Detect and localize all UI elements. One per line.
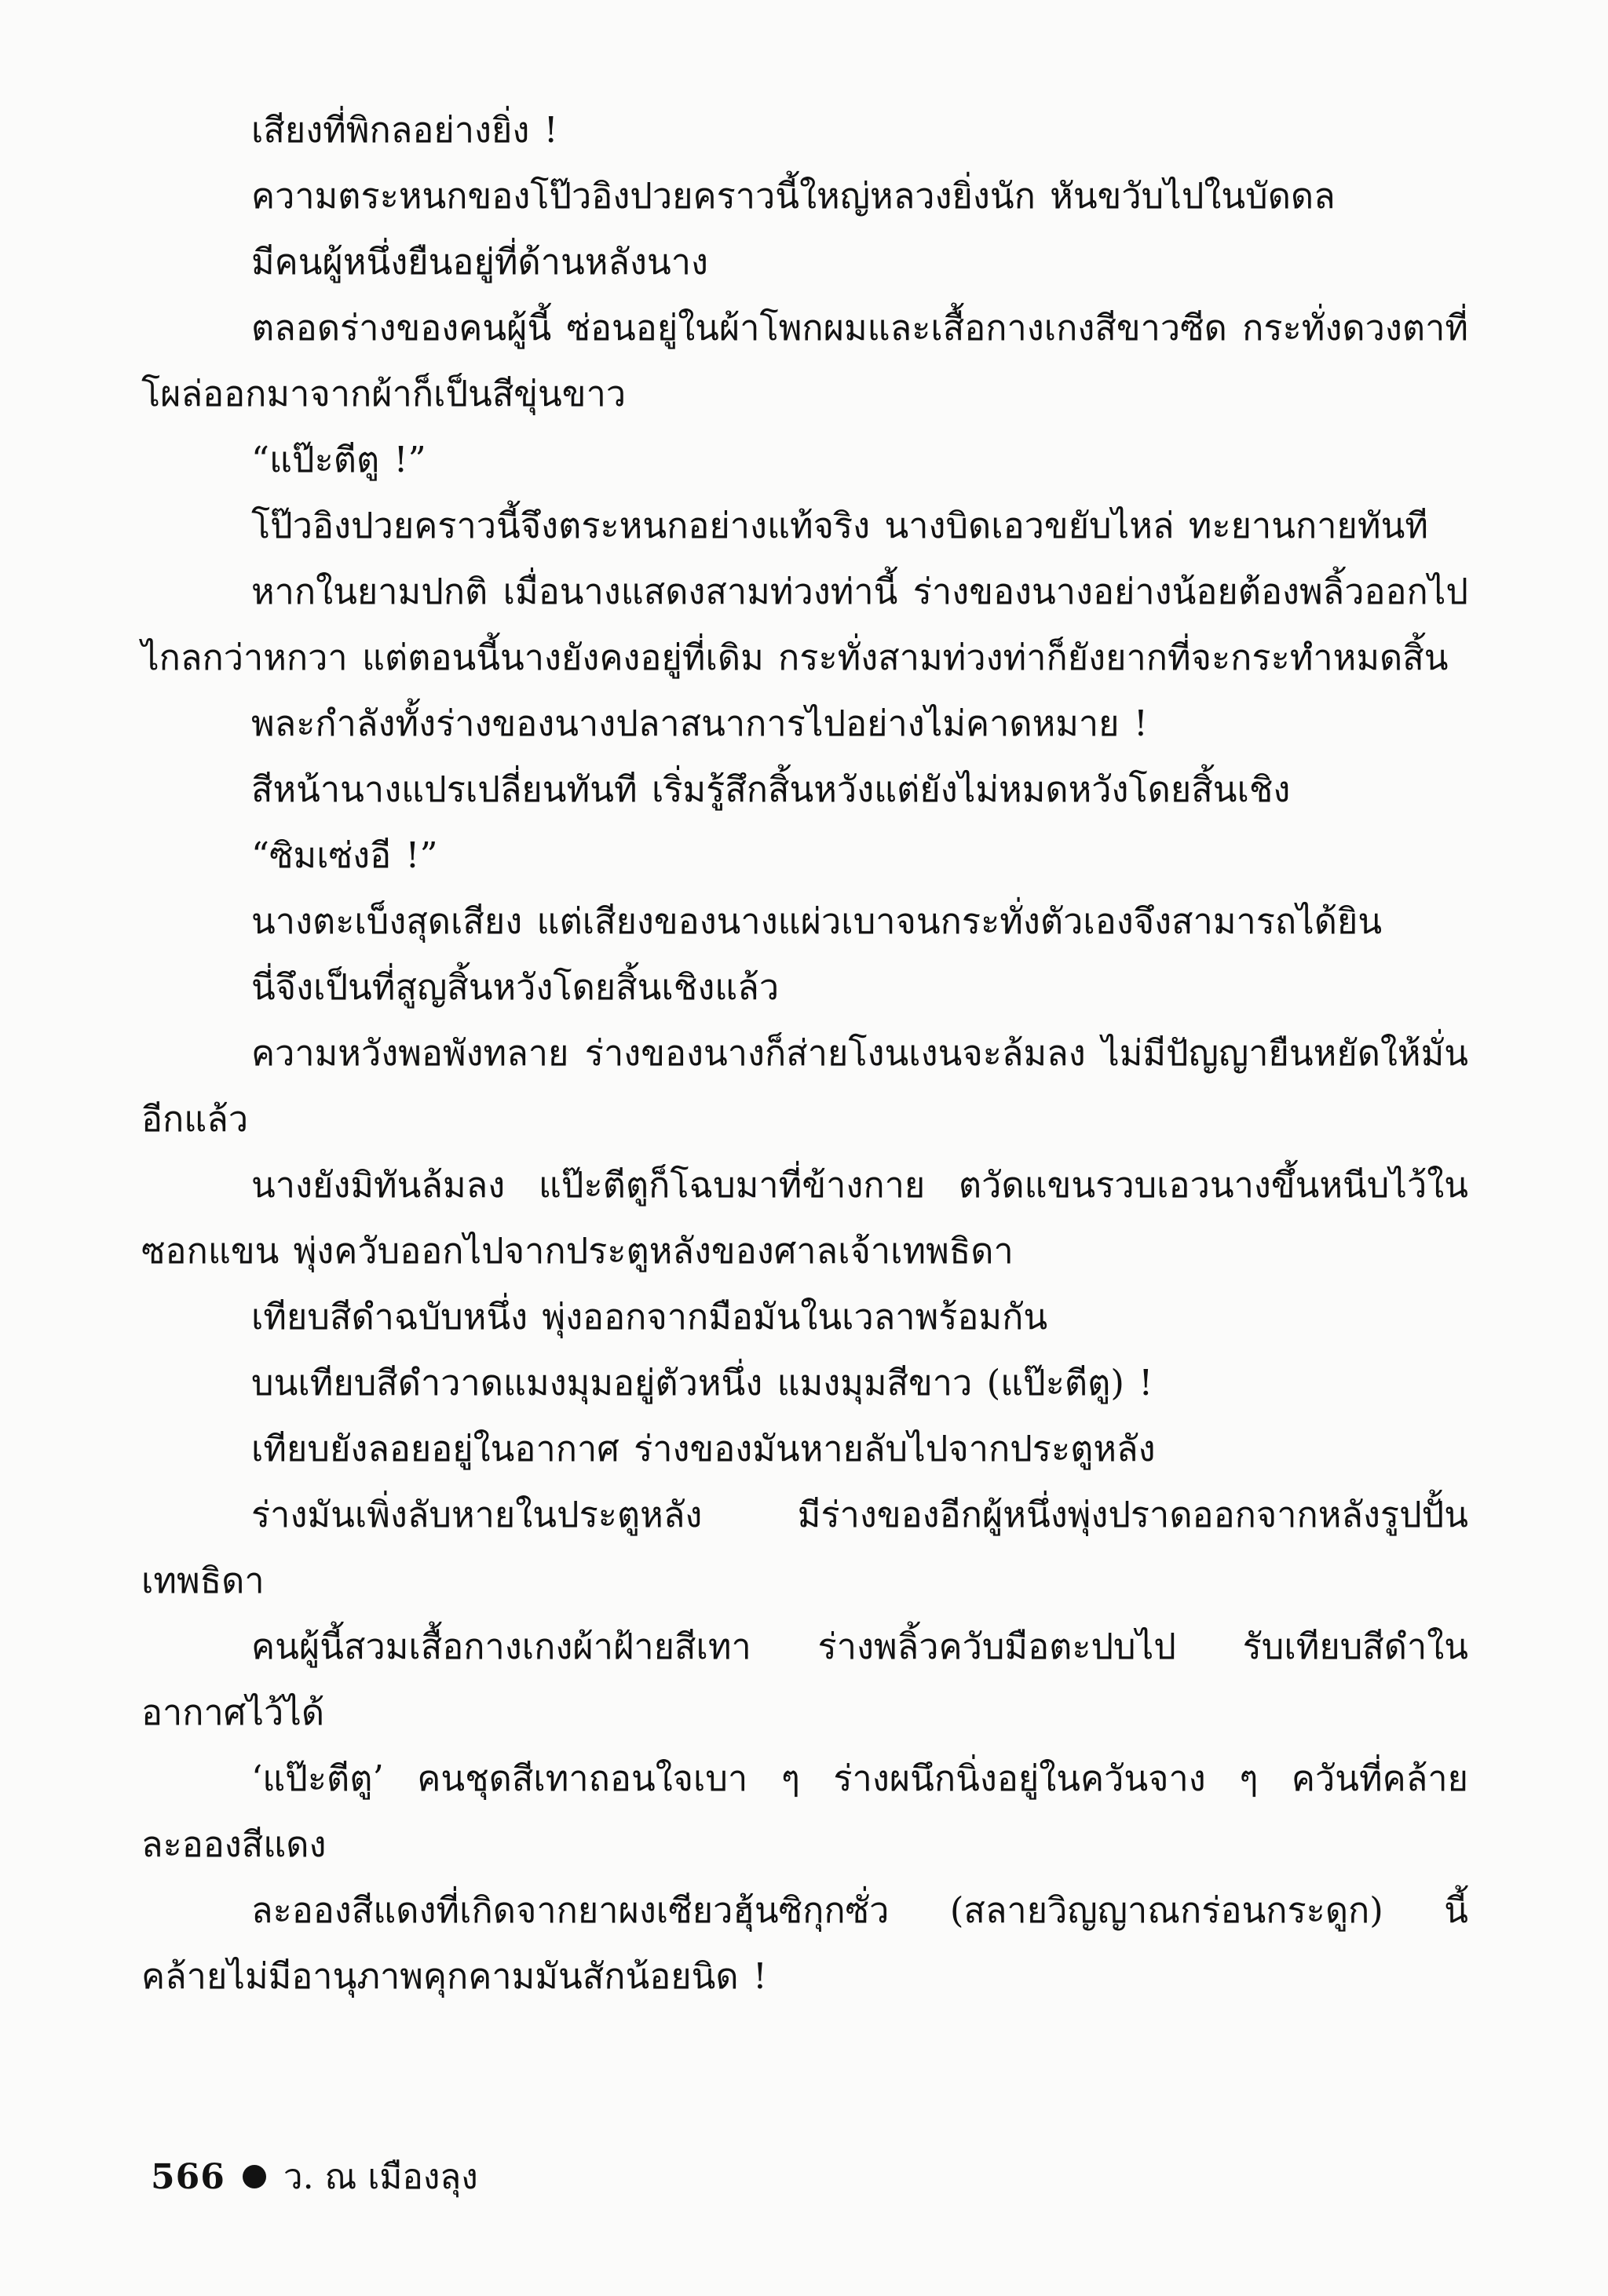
paragraph: นางตะเบ็งสุดเสียง แต่เสียงของนางแผ่วเบาจนกระทั่งตัวเองจึงสามารถได้ยิน: [251, 900, 1383, 942]
paragraph: เทียบสีดำฉบับหนึ่ง พุ่งออกจากมือมันในเวลาพร้อมกัน: [251, 1296, 1048, 1338]
bullet-icon: [243, 2165, 266, 2188]
paragraph: “ซิมเซ่งอี !”: [251, 834, 438, 876]
paragraph: นี่จึงเป็นที่สูญสิ้นหวังโดยสิ้นเชิงแล้ว: [251, 966, 780, 1008]
paragraph: บนเทียบสีดำวาดแมงมุมอยู่ตัวหนึ่ง แมงมุมสีขาว (แป๊ะตีตู) !: [251, 1362, 1153, 1404]
page-footer: [151, 2149, 478, 2204]
paragraph: ร่างมันเพิ่งลับหายในประตูหลัง มีร่างของอีกผู้หนึ่งพุ่งปราดออกจากหลังรูปปั้นเทพธิดา: [141, 1494, 1468, 1601]
paragraph: ความตระหนกของโป๊วอิงปวยคราวนี้ใหญ่หลวงยิ่งนัก หันขวับไปในบัดดล: [251, 175, 1336, 217]
page-number: 566: [151, 2156, 225, 2197]
paragraph: โป๊วอิงปวยคราวนี้จึงตระหนกอย่างแท้จริง นางบิดเอวขยับไหล่ ทะยานกายทันที: [251, 505, 1428, 546]
paragraph: ตลอดร่างของคนผู้นี้ ซ่อนอยู่ในผ้าโพกผมและเสื้อกางเกงสีขาวซีด กระทั่งดวงตาที่โผล่ออกมาจากผ้าก็เป็นสีขุ่นขาว: [141, 307, 1468, 414]
paragraph: ละอองสีแดงที่เกิดจากยาผงเซียวฮุ้นซิกุกซั่ว (สลายวิญญาณกร่อนกระดูก) นี้ คล้ายไม่มีอานุภาพคุกคามมันสักน้อยนิด !: [141, 1889, 1468, 1997]
paragraph: หากในยามปกติ เมื่อนางแสดงสามท่วงท่านี้ ร่างของนางอย่างน้อยต้องพลิ้วออกไปไกลกว่าหกวา แต่ตอนนี้นางยังคงอยู่ที่เดิม กระทั่งสามท่วงท่าก็ยังยากที่จะกระทำหมดสิ้น: [141, 571, 1468, 678]
paragraph: เสียงที่พิกลอย่างยิ่ง !: [251, 109, 558, 151]
paragraph: เทียบยังลอยอยู่ในอากาศ ร่างของมันหายลับไปจากประตูหลัง: [251, 1428, 1156, 1469]
paragraph: “แป๊ะตีตู !”: [251, 439, 426, 480]
paragraph: คนผู้นี้สวมเสื้อกางเกงผ้าฝ้ายสีเทา ร่างพลิ้วควับมือตะปบไป รับเทียบสีดำในอากาศไว้ได้: [141, 1626, 1468, 1733]
paragraph: ความหวังพอพังทลาย ร่างของนางก็ส่ายโงนเงนจะล้มลง ไม่มีปัญญายืนหยัดให้มั่นอีกแล้ว: [141, 1032, 1468, 1140]
paragraph: ‘แป๊ะตีตู’ คนชุดสีเทาถอนใจเบา ๆ ร่างผนึกนิ่งอยู่ในควันจาง ๆ ควันที่คล้ายละอองสีแดง: [141, 1758, 1468, 1865]
paragraph: สีหน้านางแปรเปลี่ยนทันที เริ่มรู้สึกสิ้นหวังแต่ยังไม่หมดหวังโดยสิ้นเชิง: [251, 768, 1291, 810]
author-name: ว. ณ เมืองลุง: [283, 2157, 478, 2197]
paragraph: นางยังมิทันล้มลง แป๊ะตีตูก็โฉบมาที่ข้างกาย ตวัดแขนรวบเอวนางขึ้นหนีบไว้ในซอกแขน พุ่งควับออกไปจากประตูหลังของศาลเจ้าเทพธิดา: [141, 1164, 1468, 1272]
paragraph: พละกำลังทั้งร่างของนางปลาสนาการไปอย่างไม่คาดหมาย !: [251, 703, 1148, 744]
paragraph: มีคนผู้หนึ่งยืนอยู่ที่ด้านหลังนาง: [251, 241, 708, 283]
body-text: [141, 97, 1468, 2009]
